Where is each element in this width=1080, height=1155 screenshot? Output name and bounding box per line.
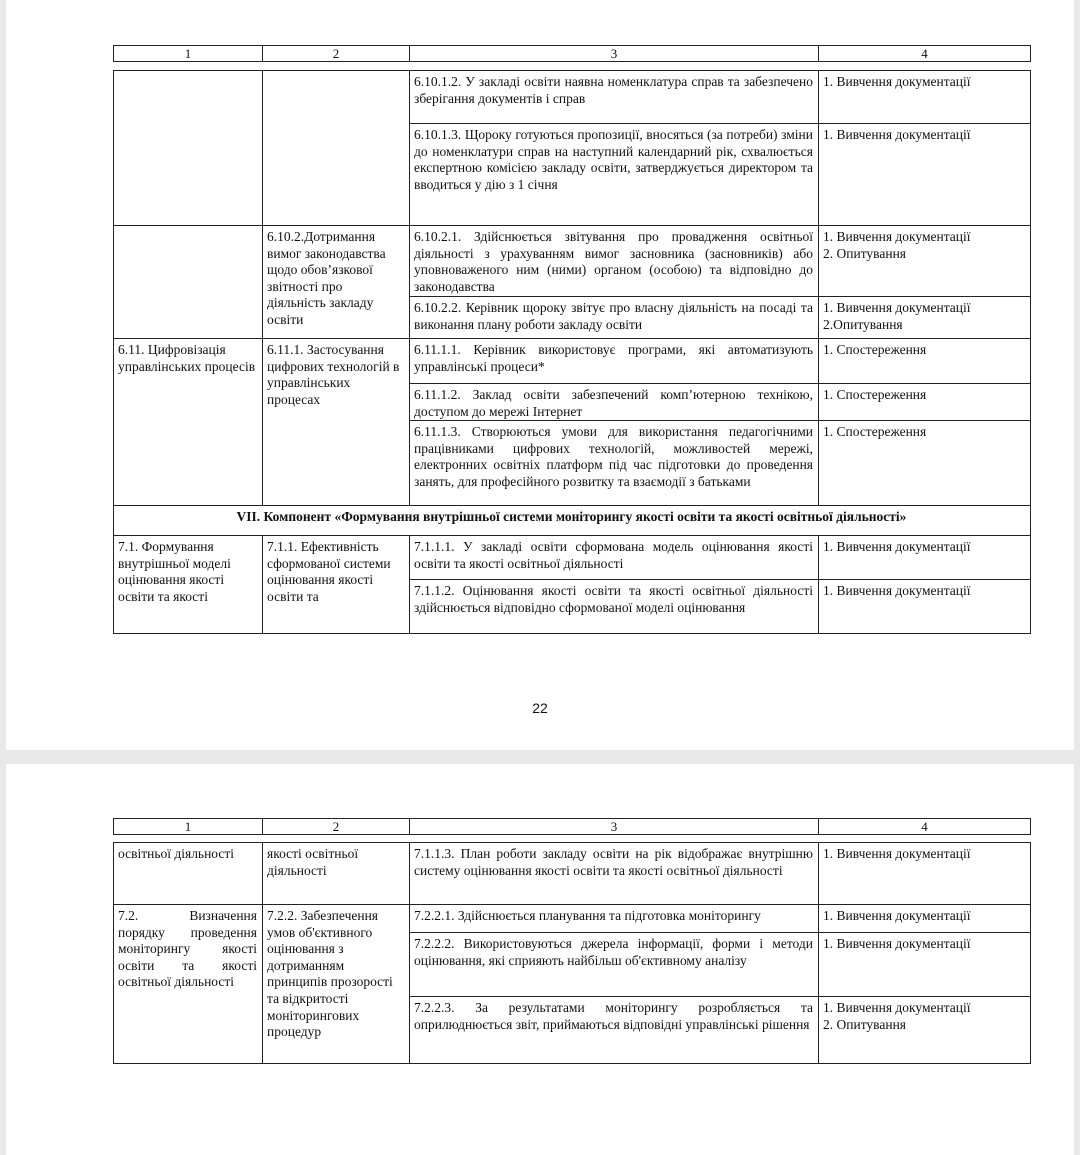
header-col-3: 3 xyxy=(410,46,819,62)
indicator-text: 7.1.1.2. Оцінювання якості освіти та якості освітньої діяльності здійснюється відповідно сформованої моделі оцінювання xyxy=(410,580,819,634)
page-number: 22 xyxy=(532,700,548,716)
method-text: 1. Спостереження xyxy=(819,384,1031,421)
document-page-1 xyxy=(6,0,1074,750)
table-row xyxy=(114,843,1031,905)
indicator-text: 6.11.1.2. Заклад освіти забезпечений комп’ютерною технікою, доступом до мережі Інтернет xyxy=(410,384,819,421)
method-line: 1. Вивчення документації xyxy=(823,300,971,315)
method-line: 2. Опитування xyxy=(823,245,907,261)
requirement-text: 7.2.2. Забезпечення умов об'єктивного оцінювання з дотриманням принципів прозорості та відкритості моніторингових процедур xyxy=(263,905,410,1064)
indicator-text: 6.10.1.3. Щороку готуються пропозиції, вносяться (за потреби) зміни до номенклатури справ на наступний календарний рік, схвалюється експертною комісією закладу освіти, затверджується директором та вводиться у дію з 1 січня xyxy=(410,124,819,226)
component-heading: VII. Компонент «Формування внутрішньої системи моніторингу якості освіти та якості освітньої діяльності» xyxy=(114,506,1031,536)
header-col-3: 3 xyxy=(410,819,819,835)
table-row xyxy=(114,339,1031,384)
method-text: 1. Вивчення документації xyxy=(819,71,1031,124)
method-text: 1. Вивчення документації xyxy=(819,580,1031,634)
cell-empty xyxy=(114,226,263,339)
indicator-text: 7.2.2.2. Використовуються джерела інформації, форми і методи оцінювання, які сприяють найбільш об'єктивному аналізу xyxy=(410,933,819,997)
criterion-text: освітньої діяльності xyxy=(114,843,263,905)
table-row xyxy=(114,905,1031,933)
method-text: 1. Вивчення документації xyxy=(819,905,1031,933)
criterion-text: 6.11. Цифровізація управлінських процесів xyxy=(114,339,263,506)
indicator-text: 6.10.2.2. Керівник щороку звітує про власну діяльність на посаді та виконання плану роботи закладу освіти xyxy=(410,297,819,339)
requirement-text: 6.11.1. Застосування цифрових технологій в управлінських процесах xyxy=(263,339,410,506)
method-text: 1. Вивчення документації xyxy=(819,536,1031,580)
indicator-text: 6.10.2.1. Здійснюється звітування про провадження освітньої діяльності з урахуванням вимог засновника (засновників) або уповноваженого ним (ними) органом (особою) та відповідно до законодавства xyxy=(410,226,819,297)
method-text: 1. Спостереження xyxy=(819,421,1031,506)
method-line: 1. Вивчення документації xyxy=(823,1000,971,1015)
table-header-row xyxy=(113,45,1031,62)
method-line: 1. Вивчення документації xyxy=(823,229,971,244)
table-row xyxy=(114,536,1031,580)
table-row xyxy=(114,226,1031,297)
header-col-1: 1 xyxy=(114,46,263,62)
indicator-text: 6.11.1.3. Створюються умови для використання педагогічними працівниками цифрових технологій, можливостей мережі, електронних освітніх платформ під час підготовки до проведення занять, для професійного розвитку та взаємодії з батьками xyxy=(410,421,819,506)
indicator-text: 7.2.2.1. Здійснюється планування та підготовка моніторингу xyxy=(410,905,819,933)
indicator-text: 6.10.1.2. У закладі освіти наявна номенклатура справ та забезпечено зберігання документів і справ xyxy=(410,71,819,124)
requirement-text: 6.10.2.Дотримання вимог законодавства щодо обов’язкової звітності про діяльність закладу освіти xyxy=(263,226,410,339)
cell-empty xyxy=(263,71,410,226)
method-text xyxy=(819,297,1031,339)
table-row xyxy=(114,71,1031,124)
method-line: 2. Опитування xyxy=(823,1016,907,1032)
method-text: 1. Спостереження xyxy=(819,339,1031,384)
criterion-text: 7.1. Формування внутрішньої моделі оцінювання якості освіти та якості xyxy=(114,536,263,634)
requirement-text: 7.1.1. Ефективність сформованої системи оцінювання якості освіти та xyxy=(263,536,410,634)
document-page-2 xyxy=(6,764,1074,1155)
header-col-4: 4 xyxy=(819,46,1031,62)
header-col-1: 1 xyxy=(114,819,263,835)
cell-empty xyxy=(114,71,263,226)
criteria-table xyxy=(113,70,1031,634)
requirement-text: якості освітньої діяльності xyxy=(263,843,410,905)
method-text: 1. Вивчення документації xyxy=(819,933,1031,997)
table-header-row xyxy=(113,818,1031,835)
method-text xyxy=(819,997,1031,1064)
criteria-table xyxy=(113,842,1031,1064)
header-col-2: 2 xyxy=(263,819,410,835)
header-col-2: 2 xyxy=(263,46,410,62)
method-text: 1. Вивчення документації xyxy=(819,843,1031,905)
table-row xyxy=(114,506,1031,536)
indicator-text: 7.1.1.3. План роботи закладу освіти на рік відображає внутрішню систему оцінювання якості освіти та якості освітньої діяльності xyxy=(410,843,819,905)
indicator-text: 7.1.1.1. У закладі освіти сформована модель оцінювання якості освіти та якості освітньої діяльності xyxy=(410,536,819,580)
indicator-text: 7.2.2.3. За результатами моніторингу розробляється та оприлюднюється звіт, приймаються відповідні управлінські рішення xyxy=(410,997,819,1064)
method-line: 2.Опитування xyxy=(823,316,903,332)
indicator-text: 6.11.1.1. Керівник використовує програми, які автоматизують управлінські процеси* xyxy=(410,339,819,384)
criterion-text: 7.2. Визначення порядку проведення моніторингу якості освіти та якості освітньої діяльності xyxy=(114,905,263,1064)
header-col-4: 4 xyxy=(819,819,1031,835)
method-text: 1. Вивчення документації xyxy=(819,124,1031,226)
method-text xyxy=(819,226,1031,297)
